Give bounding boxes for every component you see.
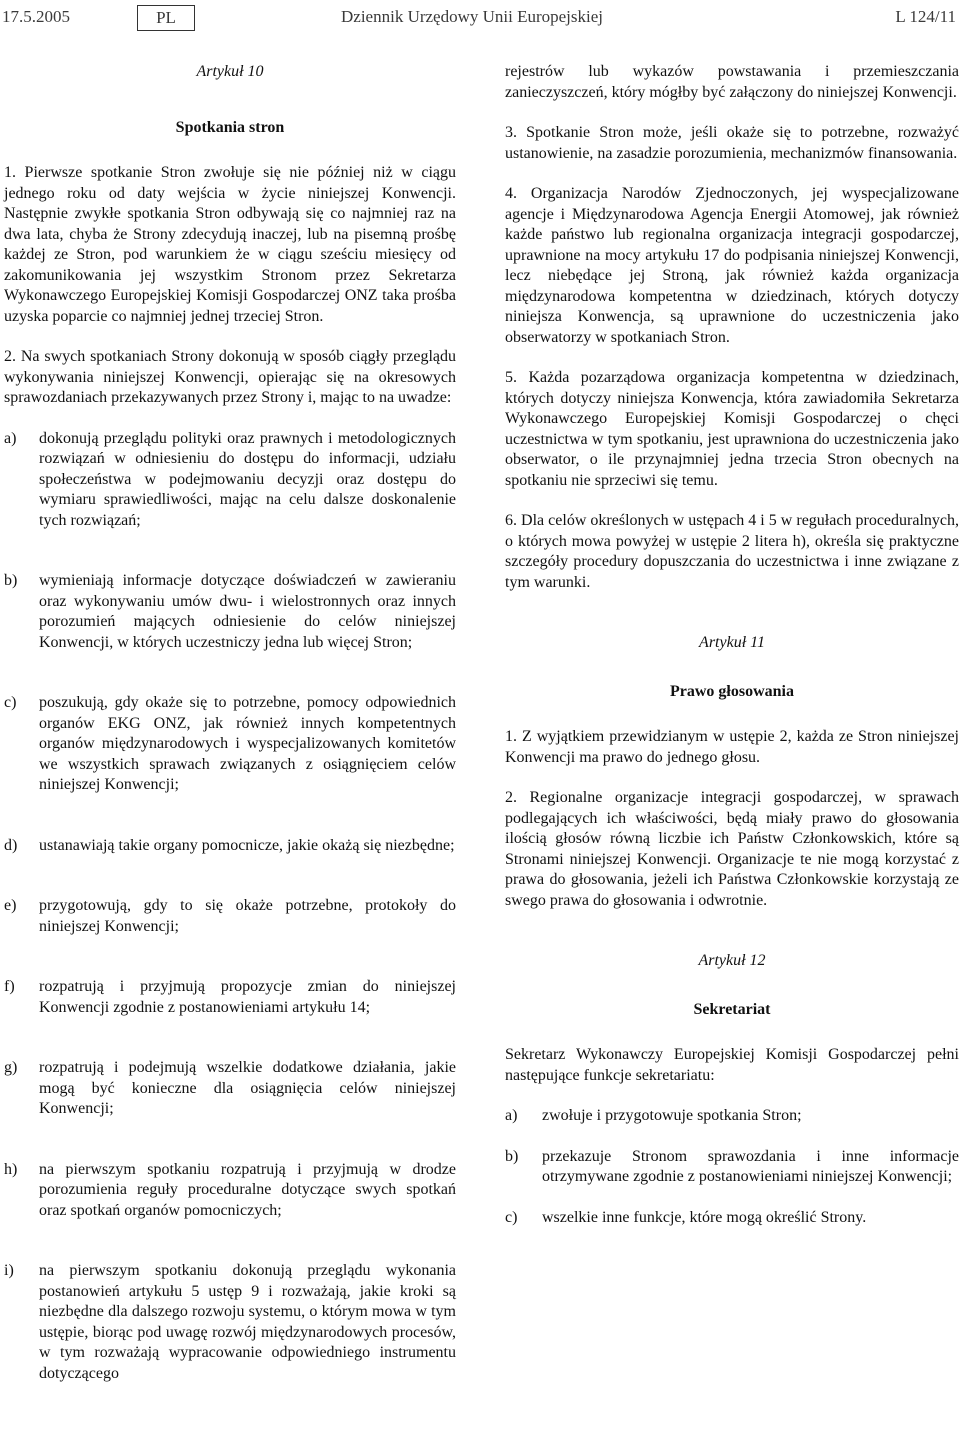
list-item: a) zwołuje i przygotowuje spotkania Stron; [505, 1107, 802, 1124]
page-header [0, 5, 960, 31]
header-journal-title: Dziennik Urzędowy Unii Europejskiej [341, 7, 604, 26]
list-item: d) ustanawiają takie organy pomocnicze, jakie okażą się niezbędne; [4, 836, 455, 854]
article-11-title: Prawo głosowania [670, 682, 794, 700]
list-item: a) dokonują przeglądu polityki oraz prawnych i metodologicznych rozwiązań w odniesieniu do dostępu do informacji, udziału społeczeństwa w podejmowaniu decyzji oraz dostępu do wymiaru sprawiedliwości, mając na celu dalsze doskonalenie tych rozwiązań; [4, 429, 456, 529]
article-11-paragraph-1: 1. Z wyjątkiem przewidzianym w ustępie 2, każda ze Stron niniejszej Konwencji ma prawo do jednego głosu. [505, 728, 959, 766]
left-column [4, 62, 456, 1384]
article-10-number: Artykuł 10 [196, 63, 264, 80]
article-11-number: Artykuł 11 [699, 634, 765, 651]
list-item: i) na pierwszym spotkaniu dokonują przeglądu wykonania postanowień artykułu 5 ustęp 9 i rozważają, jakie kroki są niezbędne dla dalszego rozwoju systemu, o którym mowa w tym ustępie, biorąc pod uwagę rozwój międzynarodowych procesów, w tym rozważają wypracowanie odpowiedniego instrumentu dotyczącego [4, 1262, 456, 1382]
article-12-number: Artykuł 12 [698, 952, 766, 969]
article-10-paragraph-5: 5. Każda pozarządowa organizacja kompetentna w dziedzinach, których dotyczy niniejsza Konwencja, która zawiadomiła Sekretarza Wykonawczego Europejskiej Komisji Gospodarczej o chęci uczestnictwa w tym spotkaniu, jest uprawniona do uczestniczenia jako obserwator, o ile przynajmniej jedna trzecia Stron obecnych na spotkaniu nie sprzeciwi się temu. [505, 369, 959, 489]
right-column [505, 62, 959, 1228]
list-item: f) rozpatrują i przyjmują propozycje zmian do niniejszej Konwencji zgodnie z postanowieniami artykułu 14; [4, 978, 456, 1016]
article-10-paragraph-2: 2. Na swych spotkaniach Strony dokonują w sposób ciągły przeglądu wykonywania niniejszej Konwencji, opierając się na okresowych sprawozdaniach przekazywanych przez Strony i, mając to na uwadze: [4, 348, 456, 406]
article-10-paragraph-2-continuation: rejestrów lub wykazów powstawania i przemieszczania zanieczyszczeń, który mógłby być załączony do niniejszej Konwencji. [505, 63, 959, 101]
article-10-title: Spotkania stron [175, 118, 285, 136]
article-12-intro: Sekretarz Wykonawczy Europejskiej Komisji Gospodarczej pełni następujące funkcje sekretariatu: [505, 1046, 959, 1084]
list-item: e) przygotowują, gdy to się okaże potrzebne, protokoły do niniejszej Konwencji; [4, 897, 456, 935]
article-12-title: Sekretariat [693, 1000, 771, 1018]
list-item: c) wszelkie inne funkcje, które mogą określić Strony. [505, 1208, 867, 1226]
article-10-paragraph-1: 1. Pierwsze spotkanie Stron zwołuje się nie później niż w ciągu jednego roku od daty wejścia w życie niniejszej Konwencji. Następnie zwykłe spotkania Stron odbywają się co najmniej raz na dwa lata, chyba że Strony zdecydują inaczej, lub na pisemną prośbę każdej ze Stron, pod warunkiem że w ciągu sześciu miesięcy od zakomunikowania jej wszystkim Stronom przez Sekretarza Wykonawczego Europejskiej Komisji Gospodarczej ONZ taka prośba uzyska poparcie co najmniej jednej trzeciej Stron. [4, 164, 456, 325]
list-item: b) przekazuje Stronom sprawozdania i inne informacje otrzymywane zgodnie z postanowieniami niniejszej Konwencji; [505, 1147, 959, 1185]
article-11-paragraph-2: 2. Regionalne organizacje integracji gospodarczej, w sprawach podlegających ich właściwości, będą miały prawo do głosowania ilością głosów równą liczbie ich Państw Członkowskich, które są Stronami niniejszej Konwencji. Organizacje te nie mogą korzystać z prawa do głosowania, jeżeli ich Państwa Członkowskie korzystają ze swego prawa do głosowania i odwrotnie. [505, 789, 959, 909]
header-page-reference: L 124/11 [895, 7, 956, 26]
article-10-paragraph-4: 4. Organizacja Narodów Zjednoczonych, jej wyspecjalizowane agencje i Międzynarodowa Agencja Energii Atomowej, jak również każde państwo lub regionalna organizacja integracji gospodarczej, uprawnione na mocy artykułu 17 do podpisania niniejszej Konwencji, lecz niebędące jej Stroną, jak również każda organizacja międzynarodowa kompetentna w dziedzinach, których dotyczy niniejsza Konwencja, są uprawnione do uczestniczenia jako obserwatorzy w spotkaniach Stron. [505, 185, 959, 346]
list-item: h) na pierwszym spotkaniu rozpatrują i przyjmują w drodze porozumienia reguły proceduralne dotyczące swych spotkań oraz spotkań organów pomocniczych; [4, 1160, 456, 1219]
article-10-paragraph-6: 6. Dla celów określonych w ustępach 4 i 5 w regułach proceduralnych, o których mowa powyżej w ustępie 2 litera h), określa się praktyczne szczegóły procedury dopuszczania do uczestnictwa i inne związane z tym warunki. [505, 512, 959, 591]
list-item: g) rozpatrują i podejmują wszelkie dodatkowe działania, jakie mogą być konieczne dla osiągnięcia celów niniejszej Konwencji; [4, 1059, 456, 1117]
header-date: 17.5.2005 [2, 7, 70, 26]
list-item: c) poszukują, gdy okaże się to potrzebne, pomocy odpowiednich organów EKG ONZ, jak również innych kompetentnych organów międzynarodowych i wyspecjalizowanych komitetów we wszystkich sprawach związanych z osiągnięciem celów niniejszej Konwencji; [4, 694, 456, 793]
article-10-paragraph-3: 3. Spotkanie Stron może, jeśli okaże się to potrzebne, rozważyć ustanowienie, na zasadzie porozumienia, mechanizmów finansowania. [505, 124, 959, 162]
list-item: b) wymieniają informacje dotyczące doświadczeń w zawieraniu oraz wykonywaniu umów dwu- i wielostronnych oraz innych porozumień mających odniesienie do celów niniejszej Konwencji, w których uczestniczy jedna lub więcej Stron; [4, 572, 456, 651]
header-language-box: PL [137, 5, 195, 31]
